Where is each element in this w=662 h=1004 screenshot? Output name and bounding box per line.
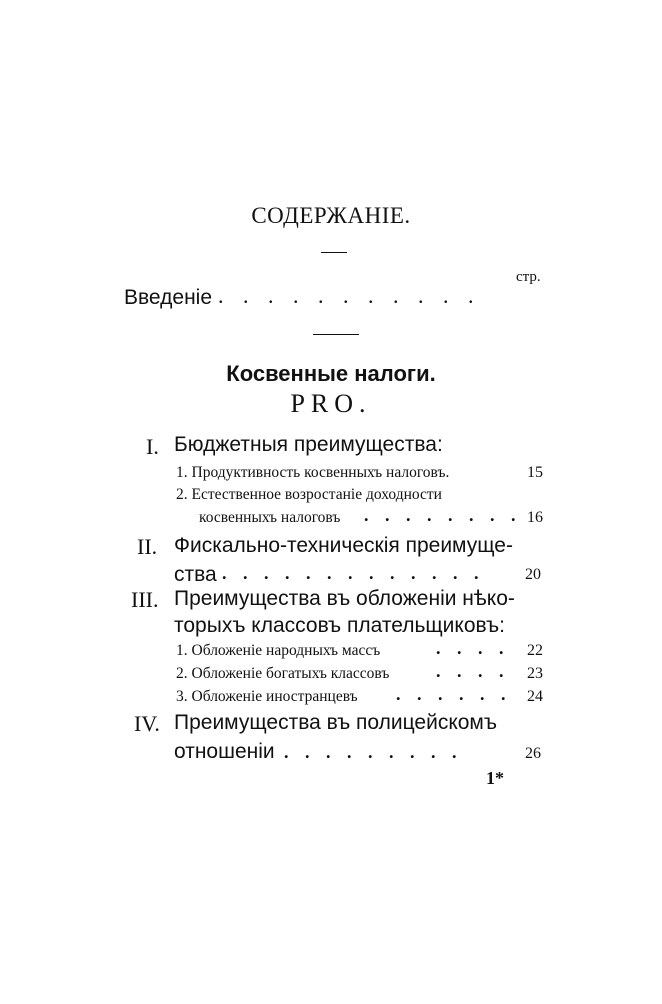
- page-number: 22: [527, 642, 543, 659]
- toc-item-continued: косвенныхъ налоговъ: [199, 509, 341, 526]
- toc-item: 1. Обложеніе народныхъ массъ: [176, 642, 381, 659]
- toc-item: 2. Обложеніе богатыхъ классовъ: [176, 665, 390, 682]
- section-rule: [313, 334, 359, 335]
- signature-mark: 1*: [486, 768, 504, 788]
- group-numeral: III.: [131, 587, 159, 612]
- intro-leader-dots: . . . . . . . . . . .: [218, 283, 481, 308]
- section-subtitle: PRO.: [290, 389, 372, 418]
- group-numeral: II.: [137, 534, 158, 559]
- page-number: 16: [527, 509, 543, 526]
- leader-dots: . . . . . . . . .: [284, 742, 463, 762]
- toc-item: 1. Продуктивность косвенныхъ налоговъ.: [176, 464, 450, 481]
- group-numeral: I.: [146, 434, 159, 459]
- group-numeral: IV.: [134, 711, 160, 736]
- leader-dots: . . . . . .: [396, 684, 512, 704]
- group-heading: Преимущества въ полицейскомъ: [174, 711, 497, 734]
- page-number: 15: [527, 464, 543, 481]
- page-number: 26: [525, 745, 541, 762]
- section-title: Косвенные налоги.: [226, 361, 436, 386]
- page-number: 23: [527, 665, 543, 682]
- group-heading: Фискально-техническія преимуще-: [174, 534, 513, 557]
- page-column-header: стр.: [516, 269, 541, 285]
- page-title: СОДЕРЖАНІЕ.: [251, 203, 411, 228]
- toc-item: 2. Естественное возростаніе доходности: [176, 486, 442, 503]
- group-heading-continued: ства: [174, 563, 217, 586]
- page-number: 24: [527, 688, 543, 705]
- leader-dots: . . . . . . . . . . . . .: [222, 563, 485, 583]
- group-heading: Преимущества въ обложеніи нѣко-: [174, 587, 515, 610]
- toc-item: 3. Обложеніе иностранцевъ: [176, 688, 358, 705]
- group-heading-continued: торыхъ классовъ плательщиковъ:: [174, 614, 505, 637]
- page-number: 20: [525, 566, 541, 583]
- intro-entry-label: Введеніе: [124, 286, 213, 309]
- short-rule: [321, 252, 347, 253]
- group-heading: Бюджетныя преимущества:: [174, 433, 443, 456]
- group-heading-continued: отношеніи: [174, 740, 275, 763]
- leader-dots: . . . .: [436, 638, 510, 658]
- leader-dots: . . . .: [436, 661, 510, 681]
- leader-dots: . . . . . . . .: [364, 505, 522, 525]
